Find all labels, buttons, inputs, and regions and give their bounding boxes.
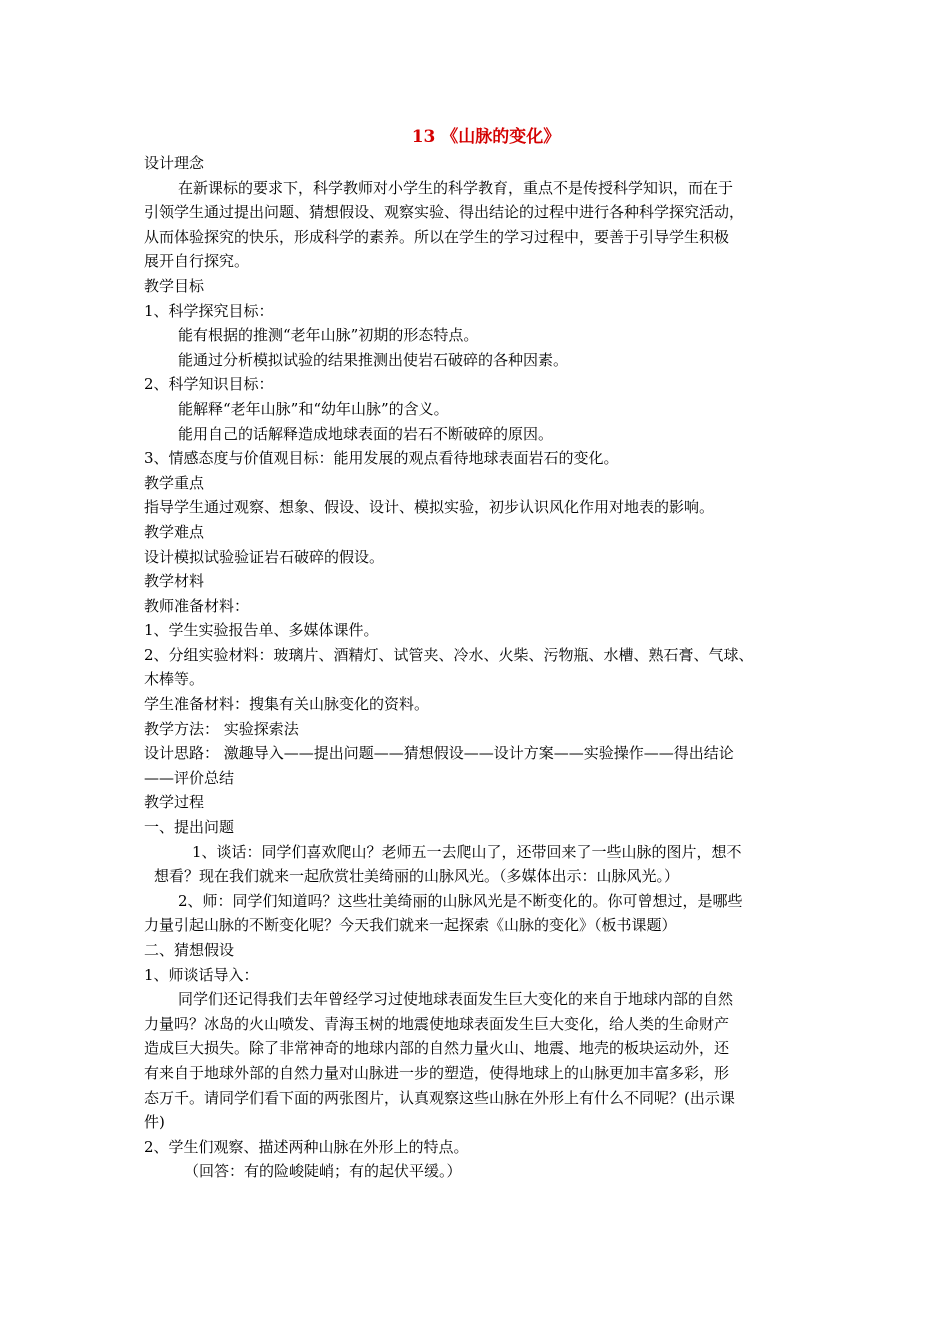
paragraph-line: 设计思路： 激趣导入——提出问题——猜想假设——设计方案——实验操作——得出结论 (144, 744, 734, 763)
list-item: 2、分组实验材料：玻璃片、酒精灯、试管夹、冷水、火柴、污物瓶、水槽、熟石膏、气球、 (144, 645, 754, 664)
paragraph-line: 引领学生通过提出问题、猜想假设、观察实验、得出结论的过程中进行各种科学探究活动， (144, 203, 745, 222)
paragraph-line: 能通过分析模拟试验的结果推测出使岩石破碎的各种因素。 (178, 350, 569, 369)
document-title: 13 《山脉的变化》 (411, 127, 561, 147)
paragraph-line: （回答：有的险峻陡峭；有的起伏平缓。） (184, 1162, 462, 1181)
paragraph-line: 有来自于地球外部的自然力量对山脉进一步的塑造，使得地球上的山脉更加丰富多彩，形 (144, 1063, 730, 1082)
subheading: 一、提出问题 (144, 818, 235, 837)
section-heading: 教学过程 (144, 793, 205, 812)
subheading: 二、猜想假设 (144, 941, 235, 959)
paragraph-line: 在新课标的要求下，科学教师对小学生的科学教育，重点不是传授科学知识，而在于 (178, 178, 734, 197)
document-page (144, 127, 816, 1184)
paragraph-line: 同学们还记得我们去年曾经学习过使地球表面发生巨大变化的来自于地球内部的自然 (178, 990, 734, 1009)
paragraph-line: 能用自己的话解释造成地球表面的岩石不断破碎的原因。 (178, 424, 554, 443)
paragraph-line: 1、谈话：同学们喜欢爬山？老师五一去爬山了，还带回来了一些山脉的图片，想不 (192, 842, 742, 861)
section-heading: 教学材料 (144, 572, 205, 591)
paragraph-line: 能有根据的推测“老年山脉”初期的形态特点。 (178, 326, 479, 345)
paragraph-line: ——评价总结 (144, 768, 235, 787)
paragraph-line: 2、师：同学们知道吗？这些壮美绮丽的山脉风光是不断变化的。你可曾想过，是哪些 (178, 891, 743, 910)
paragraph-line: 造成巨大损失。除了非常神奇的地球内部的自然力量火山、地震、地壳的板块运动外，还 (144, 1039, 730, 1058)
paragraph-line: 力量引起山脉的不断变化呢？今天我们就来一起探索《山脉的变化》（板书课题） (144, 916, 677, 935)
subheading: 教师准备材料： (144, 596, 250, 615)
paragraph-line: 力量吗？冰岛的火山喷发、青海玉树的地震使地球表面发生巨大变化，给人类的生命财产 (144, 1014, 730, 1033)
list-item: 2、学生们观察、描述两种山脉在外形上的特点。 (144, 1137, 469, 1156)
paragraph-line: 想看？现在我们就来一起欣赏壮美绮丽的山脉风光。（多媒体出示：山脉风光。） (154, 867, 680, 886)
paragraph-line: 能解释“老年山脉”和“幼年山脉”的含义。 (178, 399, 449, 418)
subheading: 1、科学探究目标： (144, 301, 274, 320)
section-heading: 设计理念 (144, 154, 205, 172)
paragraph-line: 件) (144, 1113, 165, 1132)
paragraph-line: 教学方法： 实验探索法 (144, 719, 299, 738)
subheading: 1、师谈话导入： (144, 965, 259, 984)
subheading: 2、科学知识目标： (144, 375, 274, 394)
paragraph-line: 展开自行探究。 (144, 252, 250, 271)
paragraph-line: 指导学生通过观察、想象、假设、设计、模拟实验，初步认识风化作用对地表的影响。 (144, 498, 715, 517)
paragraph-line: 态万千。请同学们看下面的两张图片，认真观察这些山脉在外形上有什么不同呢？(出示课 (144, 1088, 735, 1107)
section-heading: 教学难点 (144, 522, 205, 541)
paragraph-line: 学生准备材料：搜集有关山脉变化的资料。 (144, 695, 430, 714)
subheading: 3、情感态度与价值观目标：能用发展的观点看待地球表面岩石的变化。 (144, 449, 619, 468)
section-heading: 教学重点 (144, 473, 205, 492)
paragraph-line: 从而体验探究的快乐，形成科学的素养。所以在学生的学习过程中，要善于引导学生积极 (144, 227, 730, 246)
section-heading: 教学目标 (144, 276, 205, 295)
paragraph-line: 木棒等。 (144, 670, 205, 689)
list-item: 1、学生实验报告单、多媒体课件。 (144, 621, 379, 640)
paragraph-line: 设计模拟试验验证岩石破碎的假设。 (144, 547, 385, 566)
